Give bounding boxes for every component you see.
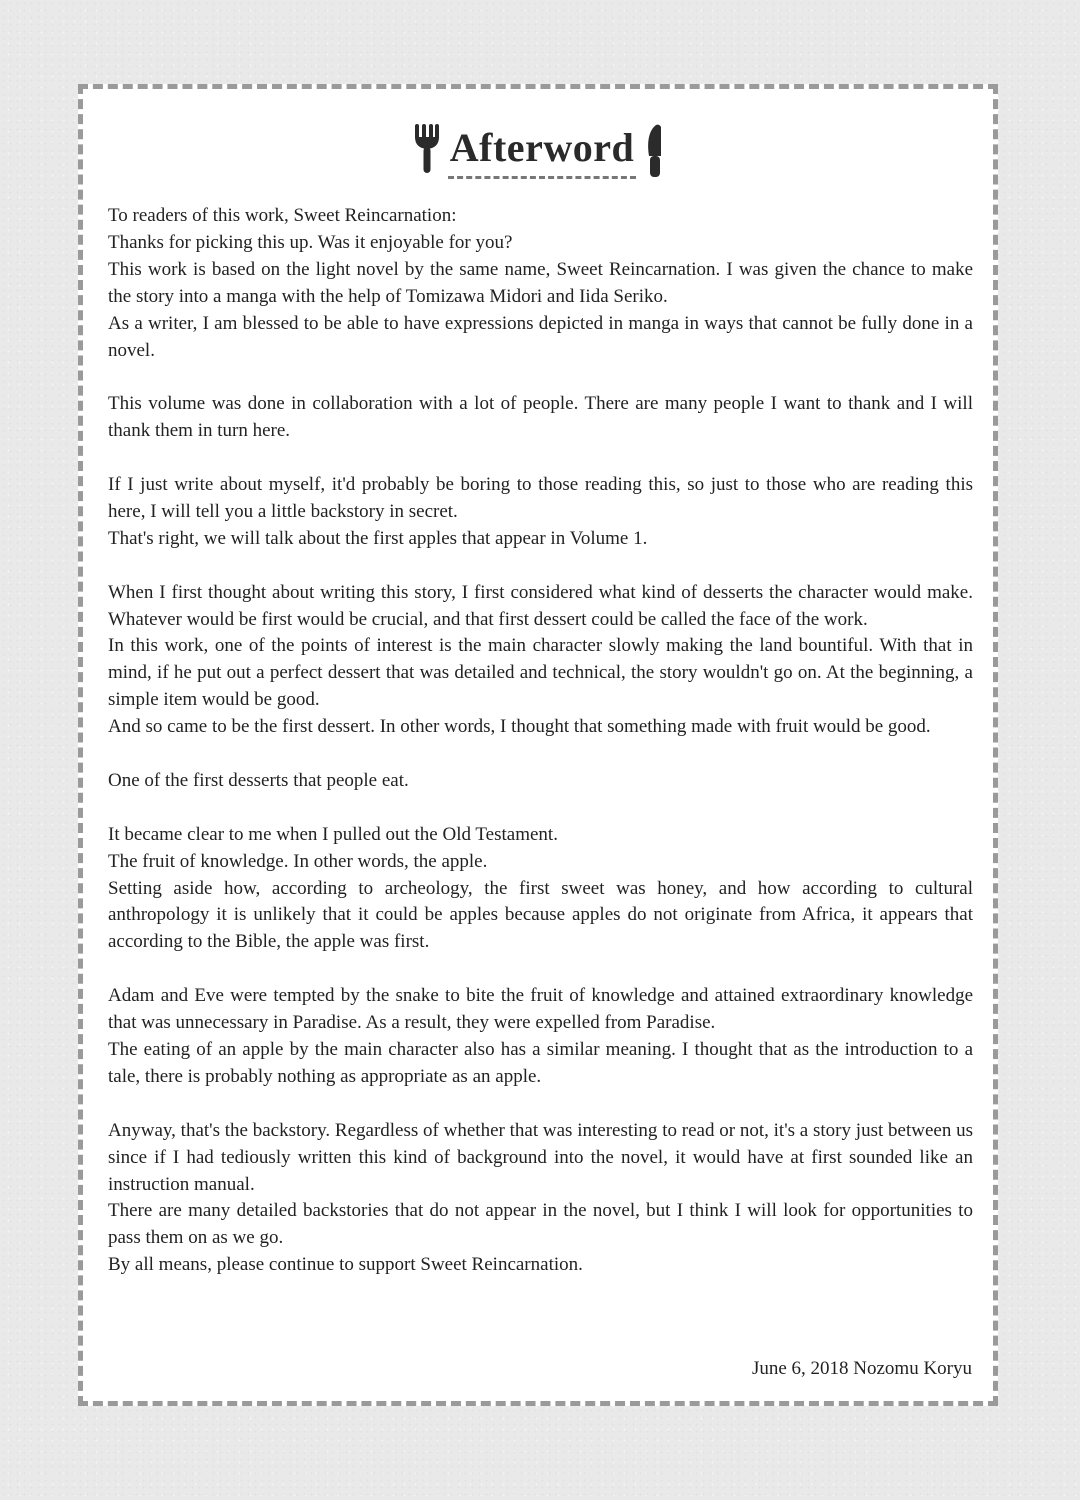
paragraph-gap [108, 553, 973, 580]
body-paragraph: This volume was done in collaboration with a lot of people. There are many people I want to thank and I will thank them in turn here. [108, 393, 973, 442]
body-paragraph: And so came to be the first dessert. In other words, I thought that something made with fruit would be good. [108, 716, 931, 738]
body-paragraph: If I just write about myself, it'd probably be boring to those reading this, so just to those who are reading this here, I will tell you a little backstory in secret. [108, 474, 973, 522]
body-paragraph: By all means, please continue to support Sweet Reincarnation. [108, 1254, 583, 1276]
paragraph-gap [108, 1091, 973, 1118]
body-paragraph: Thanks for picking this up. Was it enjoyable for you? [108, 231, 513, 253]
title-area [0, 120, 1080, 184]
body-paragraph: To readers of this work, Sweet Reincarnation: [108, 205, 457, 226]
signature: June 6, 2018 Nozomu Koryu [751, 1358, 972, 1379]
body-paragraph: The eating of an apple by the main character also has a similar meaning. I thought that as the introduction to a tale, there is probably nothing as appropriate as an apple. [108, 1039, 973, 1087]
paragraph-gap [108, 445, 973, 472]
body-paragraph: That's right, we will talk about the first apples that appear in Volume 1. [108, 527, 648, 549]
body-paragraph: The fruit of knowledge. In other words, the apple. [108, 850, 488, 872]
paragraph-gap [108, 741, 973, 768]
body-paragraph: It became clear to me when I pulled out the Old Testament. [108, 823, 558, 845]
body-paragraph: This work is based on the light novel by the same name, Sweet Reincarnation. I was given the chance to make the story into a manga with the help of Tomizawa Midori and Iida Seriko. [108, 258, 973, 307]
body-paragraph: Setting aside how, according to archeology, the first sweet was honey, and how according to cultural anthropology it is unlikely that it could be apples because apples do not originate from Africa, it appears that according to the Bible, the apple was first. [108, 877, 973, 953]
paragraph-gap [108, 795, 973, 822]
page-title: Afterword [448, 120, 636, 179]
body-paragraph: In this work, one of the points of interest is the main character slowly making the land bountiful. With that in mind, if he put out a perfect dessert that was detailed and technical, the story wouldn't go on. At the beginning, a simple item would be good. [108, 635, 973, 711]
body-paragraph: Anyway, that's the backstory. Regardless of whether that was interesting to read or not, it's a story just between us since if I had tediously written this kind of background into the novel, it would have at first sounded like an instruction manual. [108, 1119, 973, 1195]
paragraph-gap [108, 364, 973, 391]
knife-icon [644, 124, 666, 178]
body-paragraph: Adam and Eve were tempted by the snake to bite the fruit of knowledge and attained extraordinary knowledge that was unnecessary in Paradise. As a result, they were expelled from Paradise. [108, 985, 973, 1034]
body-paragraph: One of the first desserts that people eat. [108, 769, 409, 791]
body-paragraph: When I first thought about writing this story, I first considered what kind of desserts the character would make. Whatever would be first would be crucial, and that first dessert could be called the face of the work. [108, 581, 973, 630]
body-paragraph: There are many detailed backstories that do not appear in the novel, but I think I will look for opportunities to pass them on as we go. [108, 1200, 973, 1249]
fork-icon [414, 124, 440, 174]
afterword-body [108, 203, 973, 1279]
body-paragraph: As a writer, I am blessed to be able to have expressions depicted in manga in ways that cannot be fully done in a novel. [108, 312, 973, 361]
paragraph-gap [108, 956, 973, 983]
